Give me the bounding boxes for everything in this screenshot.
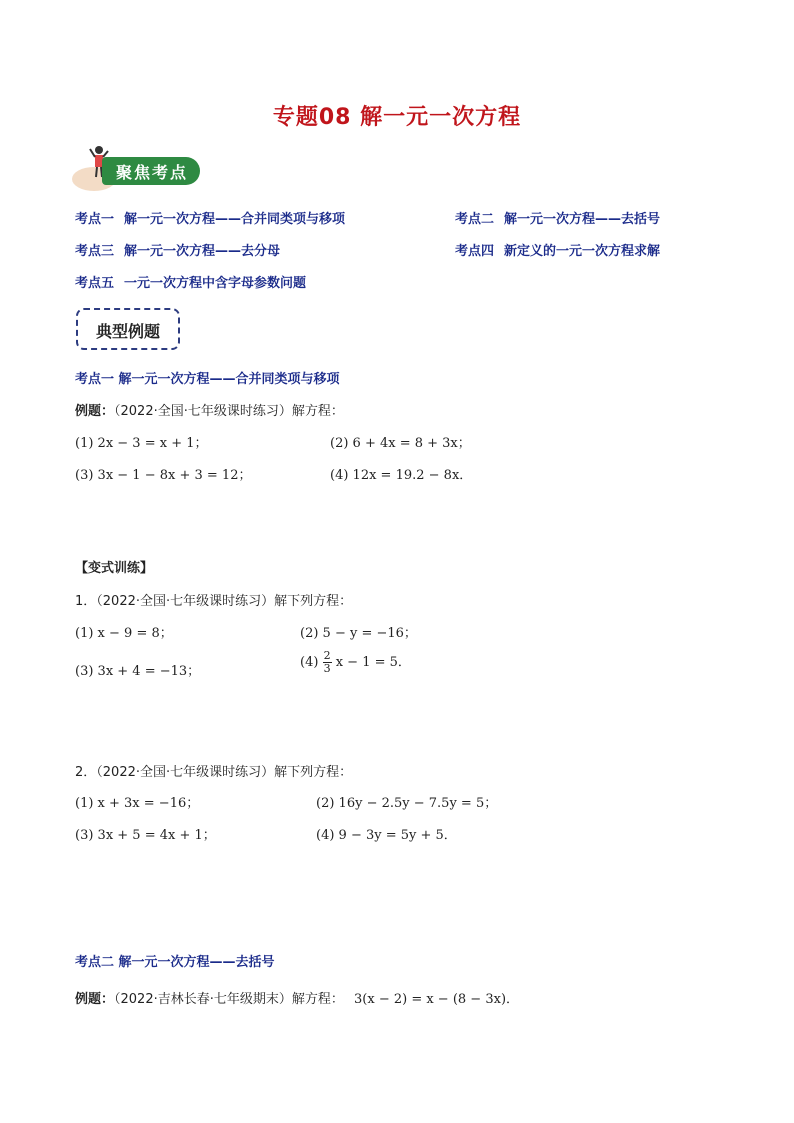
- variant-label: 【变式训练】: [75, 561, 154, 576]
- section1-example: 例题：（2022·全国·七年级课时练习）解方程：: [75, 404, 344, 419]
- variant-q1: 1．（2022·全国·七年级课时练习）解下列方程：: [75, 594, 353, 609]
- section1-heading: 考点一 解一元一次方程——合并同类项与移项: [75, 372, 340, 387]
- badge-label: 聚焦考点: [116, 163, 189, 182]
- section1-eq4: (4) 12x = 19.2 − 8x．: [330, 468, 473, 483]
- variant-q2-eq2: (2) 16y − 2.5y − 7.5y = 5；: [316, 796, 498, 811]
- variant-q2-eq4: (4) 9 − 3y = 5y + 5．: [316, 828, 457, 843]
- typical-examples-label: 典型例题: [95, 322, 160, 341]
- variant-q2-eq3: (3) 3x + 5 = 4x + 1；: [75, 828, 216, 843]
- kaodian-3: 考点三 解一元一次方程——去分母: [75, 244, 281, 259]
- kaodian-2: 考点二 解一元一次方程——去括号: [455, 212, 661, 227]
- section1-eq3: (3) 3x − 1 − 8x + 3 = 12；: [75, 468, 252, 483]
- variant-q2-eq1: (1) x + 3x = −16；: [75, 796, 200, 811]
- typical-examples-box: [76, 308, 180, 350]
- variant-q1-eq3: (3) 3x + 4 = −13；: [75, 664, 201, 679]
- section2-eq: 3(x − 2) = x − (8 − 3x)．: [354, 992, 520, 1007]
- section2-heading: 考点二 解一元一次方程——去括号: [75, 955, 275, 970]
- badge-bar: [102, 157, 200, 185]
- variant-q1-eq1: (1) x − 9 = 8；: [75, 626, 173, 641]
- variant-q1-eq4: (4) $\frac{2}{3}$ x − 1 = 5．: [300, 649, 411, 675]
- variant-q2: 2．（2022·全国·七年级课时练习）解下列方程：: [75, 765, 353, 780]
- kaodian-4: 考点四 新定义的一元一次方程求解: [455, 244, 661, 259]
- section2-example: 例题：（2022·吉林长春·七年级期末）解方程： 3(x − 2) = x − (8 − 3x)．: [75, 992, 520, 1007]
- section1-eq1: (1) 2x − 3 = x + 1；: [75, 436, 208, 451]
- kaodian-5: 考点五 一元一次方程中含字母参数问题: [75, 276, 307, 291]
- section1-eq2: (2) 6 + 4x = 8 + 3x；: [330, 436, 471, 451]
- focus-badge: [72, 145, 202, 191]
- kaodian-1: 考点一 解一元一次方程——合并同类项与移项: [75, 212, 346, 227]
- fraction: $\frac{2}{3}$: [323, 649, 331, 675]
- page-title: 专题08 解一元一次方程: [272, 105, 522, 130]
- variant-q1-eq2: (2) 5 − y = −16；: [300, 626, 417, 641]
